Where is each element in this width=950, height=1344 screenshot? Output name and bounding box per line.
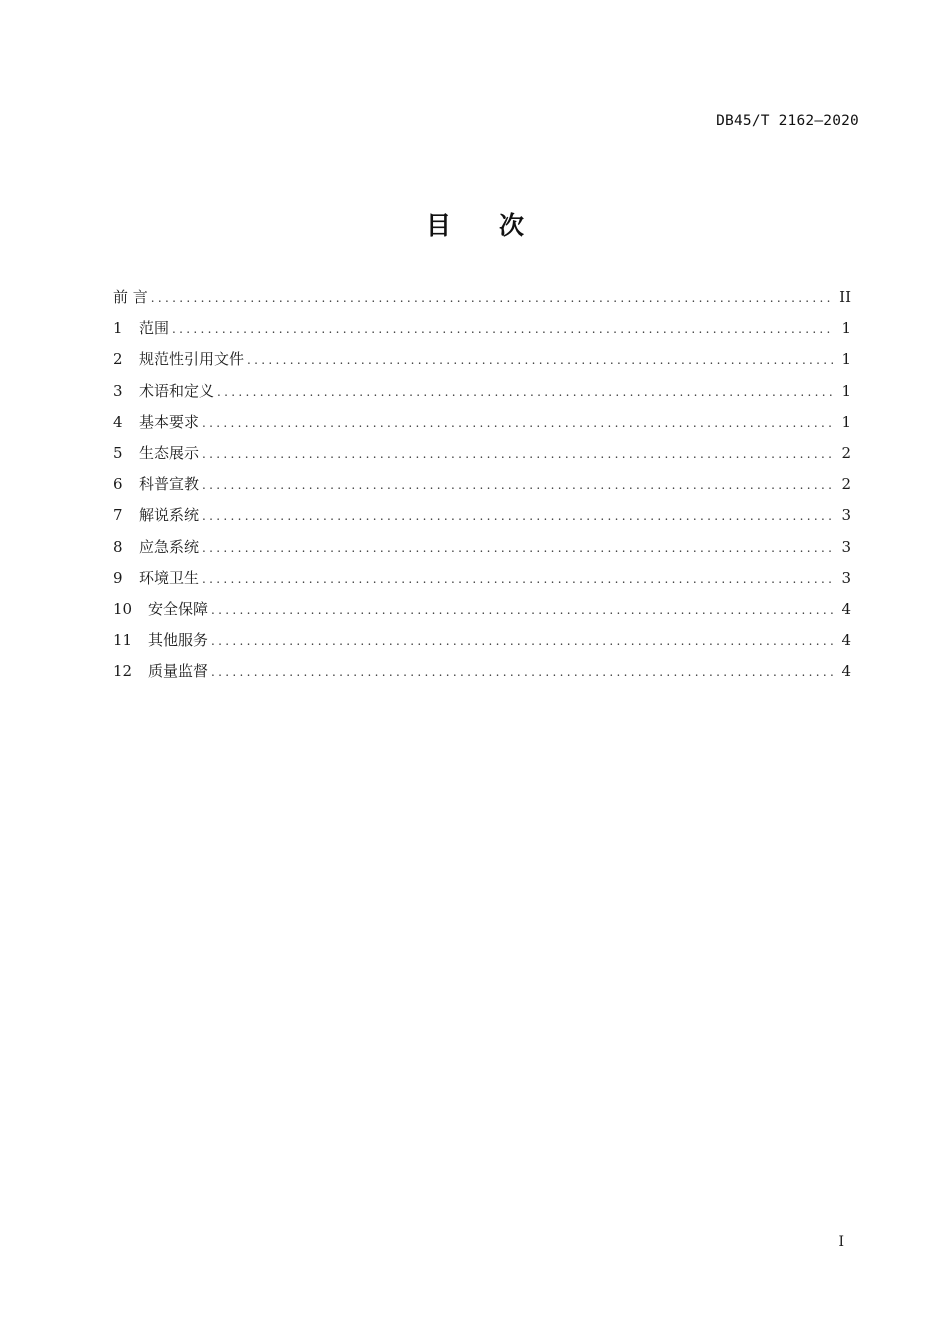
- toc-entry-foreword[interactable]: [113, 282, 851, 313]
- toc-entry-label: 基本要求: [139, 412, 200, 431]
- toc-entry-page: 4: [841, 662, 851, 681]
- page-number: I: [838, 1234, 844, 1250]
- toc-entry-label: 范围: [139, 319, 170, 338]
- toc-entry-number: 12: [113, 662, 133, 681]
- toc-entry-label: 生态展示: [139, 443, 200, 462]
- toc-dot-leader: [211, 595, 833, 626]
- toc-dot-leader: [151, 283, 833, 314]
- toc-entry-label: 术语和定义: [139, 381, 215, 400]
- toc-entry-label: 质量监督: [148, 662, 209, 681]
- toc-entry-number: 1: [113, 319, 123, 338]
- title-char-2: 次: [499, 211, 525, 240]
- toc-entry-6[interactable]: [113, 469, 851, 500]
- toc-entry-number: 2: [113, 350, 123, 369]
- toc-entry-3[interactable]: [113, 376, 851, 407]
- toc-entry-number: 10: [113, 599, 133, 618]
- toc-dot-leader: [202, 470, 833, 501]
- toc-entry-number: 9: [113, 568, 123, 587]
- toc-entry-9[interactable]: [113, 563, 851, 594]
- table-of-contents: [113, 282, 851, 687]
- toc-entry-4[interactable]: [113, 407, 851, 438]
- toc-entry-page: 3: [841, 537, 851, 556]
- toc-entry-page: 1: [841, 381, 851, 400]
- toc-entry-page: 2: [841, 475, 851, 494]
- toc-entry-8[interactable]: [113, 532, 851, 563]
- toc-entry-5[interactable]: [113, 438, 851, 469]
- toc-entry-label: 解说系统: [139, 506, 200, 525]
- toc-entry-page: 1: [841, 412, 851, 431]
- toc-entry-page: 3: [841, 568, 851, 587]
- toc-dot-leader: [211, 626, 833, 657]
- toc-entry-label: 安全保障: [148, 599, 209, 618]
- toc-entry-label: 应急系统: [139, 537, 200, 556]
- toc-entry-number: 4: [113, 412, 123, 431]
- toc-dot-leader: [202, 501, 833, 532]
- toc-entry-10[interactable]: [113, 594, 851, 625]
- toc-entry-12[interactable]: [113, 656, 851, 687]
- title-char-1: 目: [425, 211, 451, 240]
- toc-dot-leader: [202, 533, 833, 564]
- toc-entry-number: 6: [113, 475, 123, 494]
- toc-entry-label: 科普宣教: [139, 475, 200, 494]
- toc-entry-page: 4: [841, 599, 851, 618]
- toc-entry-number: 3: [113, 381, 123, 400]
- toc-entry-label: 规范性引用文件: [139, 350, 245, 369]
- toc-dot-leader: [211, 657, 833, 688]
- document-code: DB45/T 2162—2020: [716, 113, 859, 129]
- toc-entry-number: 11: [113, 631, 133, 650]
- toc-dot-leader: [202, 439, 833, 470]
- toc-entry-label: 环境卫生: [139, 568, 200, 587]
- toc-entry-label: 其他服务: [148, 631, 209, 650]
- toc-entry-number: 8: [113, 537, 123, 556]
- toc-entry-page: 1: [841, 319, 851, 338]
- toc-entry-7[interactable]: [113, 500, 851, 531]
- toc-entry-page: 1: [841, 350, 851, 369]
- toc-entry-page: II: [839, 288, 851, 306]
- toc-entry-page: 2: [841, 443, 851, 462]
- toc-entry-number: 7: [113, 506, 123, 525]
- toc-entry-page: 3: [841, 506, 851, 525]
- toc-entry-11[interactable]: [113, 625, 851, 656]
- toc-dot-leader: [172, 314, 833, 345]
- toc-dot-leader: [217, 377, 833, 408]
- page-title: [0, 206, 950, 242]
- toc-entry-label: 前 言: [113, 288, 148, 306]
- toc-entry-1[interactable]: [113, 313, 851, 344]
- toc-dot-leader: [247, 345, 833, 376]
- toc-dot-leader: [202, 564, 833, 595]
- toc-dot-leader: [202, 408, 833, 439]
- toc-entry-2[interactable]: [113, 344, 851, 375]
- toc-entry-number: 5: [113, 443, 123, 462]
- toc-entry-page: 4: [841, 631, 851, 650]
